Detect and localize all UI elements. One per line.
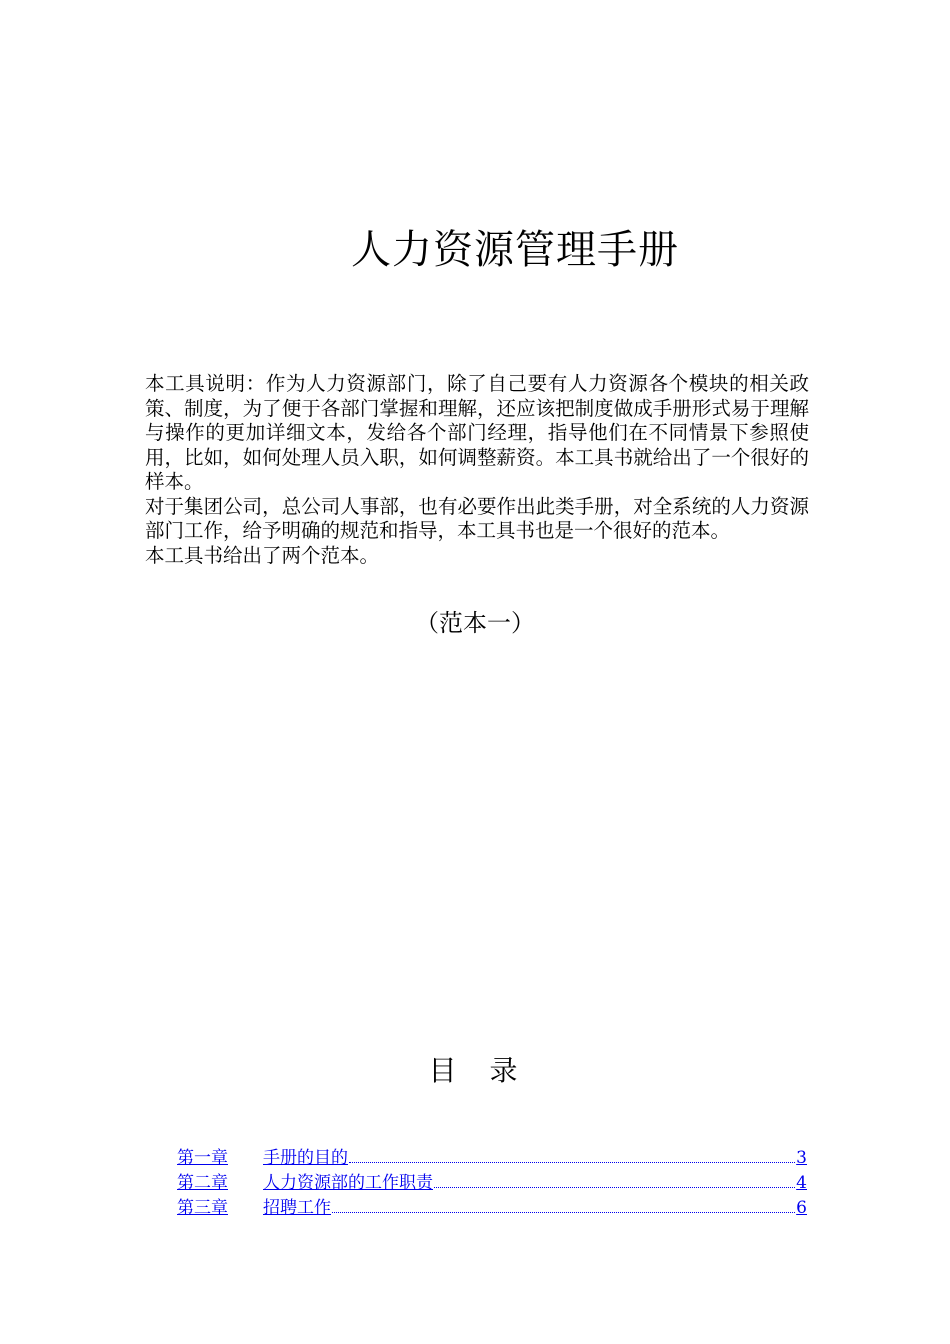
toc-chapter-number: 第一章 (177, 1148, 228, 1168)
toc-chapter-title: 手册的目的 (263, 1148, 348, 1168)
sample-label: （范本一） (415, 609, 535, 637)
toc-page-number: 4 (796, 1173, 807, 1193)
toc-entry-chapter-1[interactable] (177, 1146, 807, 1171)
intro-section (145, 372, 809, 568)
toc-entry-chapter-3[interactable] (177, 1196, 807, 1221)
intro-paragraph: 本工具书给出了两个范本。 (145, 543, 380, 567)
intro-paragraph: 对于集团公司，总公司人事部，也有必要作出此类手册，对全系统的人力资源部门工作，给予明确的规范和指导，本工具书也是一个很好的范本。 (145, 494, 809, 542)
toc-page-number: 3 (796, 1148, 807, 1168)
toc-dot-leader (332, 1212, 795, 1213)
toc-entry-chapter-2[interactable] (177, 1171, 807, 1196)
intro-paragraph: 本工具说明：作为人力资源部门，除了自己要有人力资源各个模块的相关政策、制度，为了便于各部门掌握和理解，还应该把制度做成手册形式易于理解与操作的更加详细文本，发给各个部门经理，指导他们在不同情景下参照使用，比如，如何处理人员入职，如何调整薪资。本工具书就给出了一个很好的样本。 (145, 372, 809, 493)
toc-dot-leader (434, 1187, 795, 1188)
toc-page-number: 6 (796, 1198, 807, 1218)
toc-chapter-title: 人力资源部的工作职责 (263, 1173, 433, 1193)
toc-dot-leader (349, 1162, 795, 1163)
table-of-contents (177, 1146, 807, 1221)
toc-heading: 目 录 (428, 1054, 530, 1087)
toc-chapter-number: 第三章 (177, 1198, 228, 1218)
document-title: 人力资源管理手册 (351, 227, 679, 273)
toc-chapter-title: 招聘工作 (263, 1198, 331, 1218)
toc-chapter-number: 第二章 (177, 1173, 228, 1193)
